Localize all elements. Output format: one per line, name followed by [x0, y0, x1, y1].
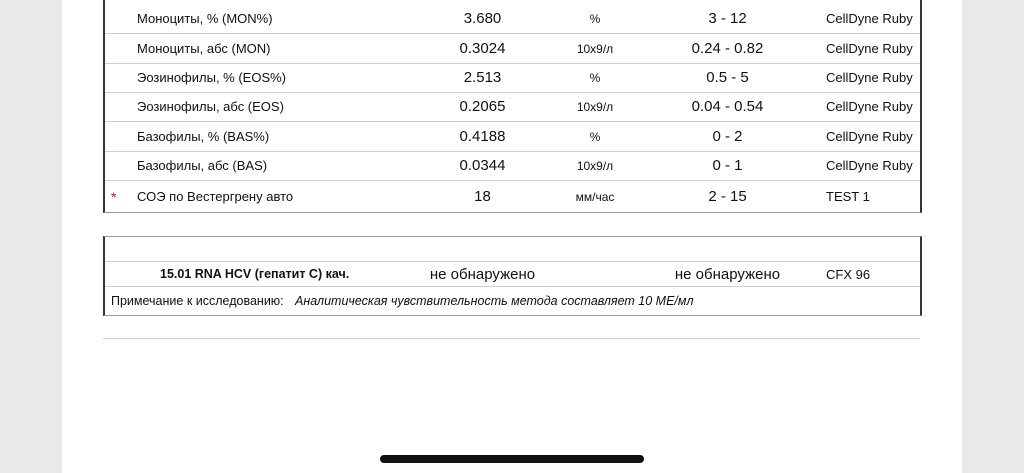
test-unit: % [589, 129, 601, 144]
test-name: Базофилы, абс (BAS) [137, 158, 268, 173]
reference-range: 0 - 2 [712, 128, 743, 145]
test-name: Эозинофилы, % (EOS%) [137, 70, 287, 85]
device-name: CellDyne Ruby [826, 99, 913, 114]
device-name: CellDyne Ruby [826, 158, 913, 173]
device-name: CellDyne Ruby [826, 41, 913, 56]
study-note [105, 287, 920, 315]
test-value: 18 [474, 188, 491, 205]
table-row [105, 181, 920, 212]
table-row [105, 63, 920, 93]
test-name: Моноциты, % (MON%) [137, 11, 273, 26]
flag-mark: * [111, 188, 117, 205]
test-value: 0.3024 [459, 40, 506, 57]
table-row [105, 262, 920, 287]
device-name: CellDyne Ruby [826, 70, 913, 85]
test-unit: 10х9/л [576, 99, 614, 114]
test-value: 3.680 [463, 10, 502, 27]
test-name: СОЭ по Вестергрену авто [137, 189, 294, 204]
test-name: Эозинофилы, абс (EOS) [137, 99, 284, 114]
device-name: TEST 1 [826, 189, 870, 204]
test-unit: мм/час [575, 189, 615, 204]
table-row [105, 122, 920, 152]
table-row [105, 92, 920, 122]
test-unit: % [589, 70, 601, 85]
device-name: CellDyne Ruby [826, 129, 913, 144]
reference-range: 0.5 - 5 [706, 69, 749, 86]
test-unit: 10х9/л [576, 158, 614, 173]
reference-range: 0.24 - 0.82 [691, 40, 764, 57]
pcr-results-table [103, 236, 922, 316]
device-name: CellDyne Ruby [826, 11, 913, 26]
test-name: 15.01 RNA HCV (гепатит С) кач. [160, 267, 350, 281]
table-row [105, 151, 920, 181]
reference-range: 0.04 - 0.54 [691, 98, 764, 115]
reference-range: 2 - 15 [708, 188, 747, 205]
reference-range: 3 - 12 [708, 10, 747, 27]
test-unit: % [589, 11, 601, 26]
table-row [105, 34, 920, 64]
test-value: 0.2065 [459, 98, 506, 115]
test-result: не обнаружено [429, 265, 536, 283]
test-name: Базофилы, % (BAS%) [137, 129, 270, 144]
table-row [105, 4, 920, 34]
device-name: CFX 96 [826, 266, 871, 282]
note-label: Примечание к исследованию: [111, 294, 284, 308]
test-name: Моноциты, абс (MON) [137, 41, 271, 56]
reference-value: не обнаружено [674, 265, 781, 283]
test-value: 0.4188 [459, 128, 506, 145]
hematology-results-table [103, 0, 922, 213]
table-header-row [105, 237, 920, 262]
test-value: 2.513 [463, 69, 502, 86]
note-text: Аналитическая чувствительность метода составляет 10 МЕ/мл [295, 294, 694, 308]
reference-range: 0 - 1 [712, 157, 743, 174]
test-unit: 10х9/л [576, 41, 614, 56]
test-value: 0.0344 [459, 157, 506, 174]
section-divider [103, 338, 920, 339]
home-indicator[interactable] [380, 455, 644, 463]
